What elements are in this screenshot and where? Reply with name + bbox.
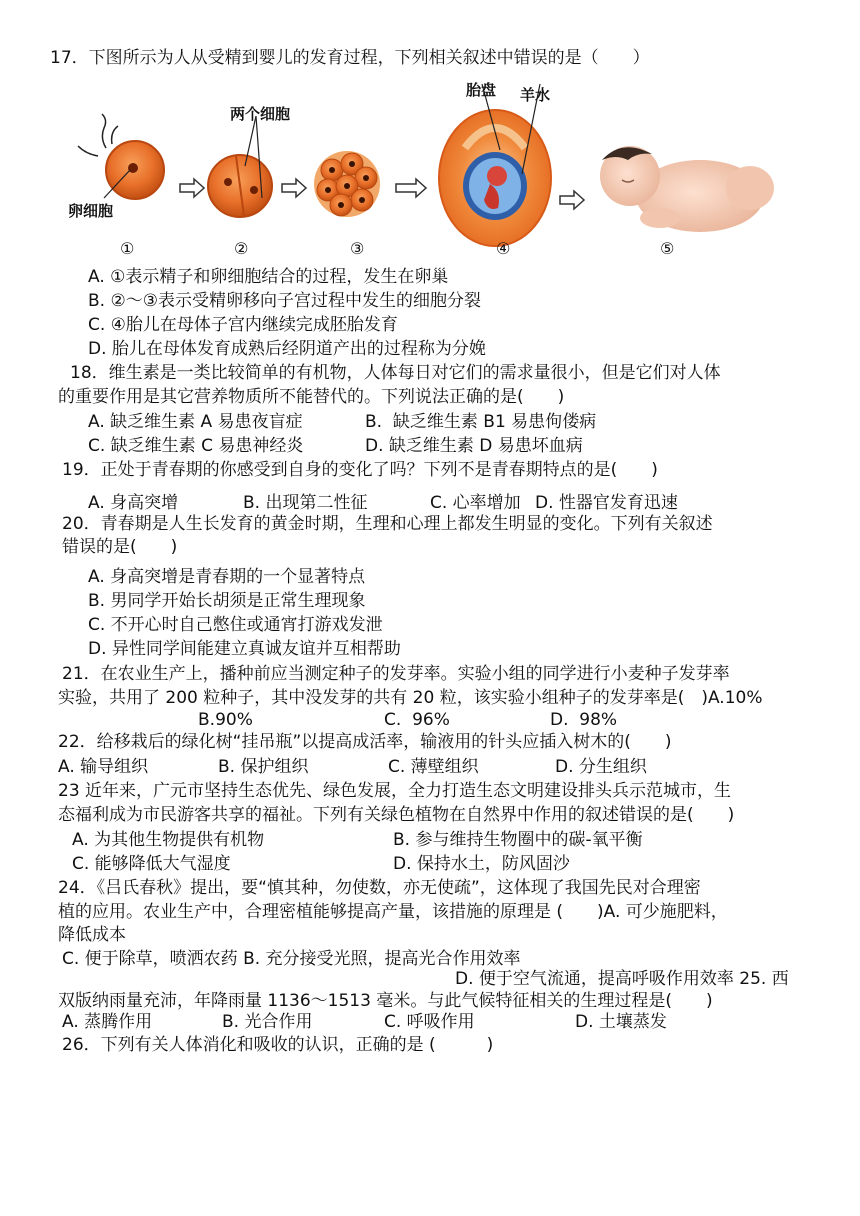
- q20-option-d: D. 异性同学间能建立真诚友谊并互相帮助: [88, 639, 401, 659]
- q23-option-d: D. 保持水土，防风固沙: [393, 854, 570, 874]
- q21-option-c: C. 96%: [384, 710, 450, 730]
- q19-option-d: D. 性器官发育迅速: [535, 493, 678, 513]
- q22-option-b: B. 保护组织: [218, 757, 309, 777]
- q22-option-d: D. 分生组织: [555, 757, 647, 777]
- stage-number-2: ②: [234, 239, 249, 258]
- q20-option-c: C. 不开心时自己憋住或通宵打游戏发泄: [88, 615, 383, 635]
- q21-option-d: D. 98%: [550, 710, 618, 730]
- q18-option-c: C. 缺乏维生素 C 易患神经炎: [88, 436, 304, 456]
- q25-option-b: B. 光合作用: [222, 1012, 313, 1032]
- fetus-in-womb-stage: [439, 84, 551, 246]
- two-cells-label: 两个细胞: [230, 105, 291, 123]
- q21-stem-line2: 实验，共用了 200 粒种子，其中没发芽的共有 20 粒，该实验小组种子的发芽率是( )A.10%: [58, 688, 763, 708]
- q25-option-c: C. 呼吸作用: [384, 1012, 475, 1032]
- development-illustration: [60, 78, 780, 263]
- placenta-label: 胎盘: [466, 81, 497, 99]
- q18-option-b: B. 缺乏维生素 B1 易患佝偻病: [365, 412, 597, 432]
- q18-option-d: D. 缺乏维生素 D 易患坏血病: [365, 436, 583, 456]
- q21-option-b: B.90%: [198, 710, 253, 730]
- q18-stem-line2: 的重要作用是其它营养物质所不能替代的。下列说法正确的是( ): [58, 387, 565, 407]
- egg-cell-stage: [78, 114, 164, 199]
- q22-option-a: A. 输导组织: [58, 757, 149, 777]
- q23-option-a: A. 为其他生物提供有机物: [72, 830, 265, 850]
- arrow-icon: [396, 179, 426, 197]
- q17-option-a: A. ①表示精子和卵细胞结合的过程，发生在卵巢: [88, 267, 449, 287]
- q20-stem-line2: 错误的是( ): [62, 537, 178, 557]
- q20-option-a: A. 身高突增是青春期的一个显著特点: [88, 567, 366, 587]
- q20-stem-line1: 20．青春期是人生长发育的黄金时期，生理和心理上都发生明显的变化。下列有关叙述: [62, 514, 713, 534]
- q19-option-b: B. 出现第二性征: [243, 493, 368, 513]
- q17-option-c: C. ④胎儿在母体子宫内继续完成胚胎发育: [88, 315, 398, 335]
- q25-stem: 双版纳雨量充沛，年降雨量 1136～1513 毫米。与此气候特征相关的生理过程是( ): [58, 991, 713, 1011]
- q19-stem: 19．正处于青春期的你感受到自身的变化了吗？下列不是青春期特点的是( ): [62, 460, 658, 480]
- q17-option-d: D. 胎儿在母体发育成熟后经阴道产出的过程称为分娩: [88, 339, 486, 359]
- development-figure: [60, 78, 780, 263]
- q22-stem: 22．给移栽后的绿化树“挂吊瓶”以提高成活率，输液用的针头应插入树木的( ): [58, 732, 672, 752]
- q24-stem-line3: 降低成本: [58, 925, 126, 945]
- arrow-icon: [560, 191, 584, 209]
- q25-option-a: A. 蒸腾作用: [62, 1012, 153, 1032]
- q21-stem-line1: 21．在农业生产上，播种前应当测定种子的发芽率。实验小组的同学进行小麦种子发芽率: [62, 664, 730, 684]
- arrow-icon: [282, 179, 306, 197]
- q20-option-b: B. 男同学开始长胡须是正常生理现象: [88, 591, 366, 611]
- stage-number-4: ④: [496, 239, 511, 258]
- q23-stem-line2: 态福利成为市民游客共享的福祉。下列有关绿色植物在自然界中作用的叙述错误的是( ): [58, 805, 735, 825]
- q24-stem-line2: 植的应用。农业生产中，合理密植能够提高产量，该措施的原理是 ( )A. 可少施肥料，: [58, 902, 728, 922]
- q17-option-b: B. ②～③表示受精卵移向子宫过程中发生的细胞分裂: [88, 291, 481, 311]
- q24-option-d-line: D. 便于空气流通，提高呼吸作用效率 25. 西: [455, 969, 789, 989]
- q19-option-c: C. 心率增加: [430, 493, 521, 513]
- cell-cluster-stage: [314, 151, 380, 217]
- arrow-icon: [180, 179, 204, 197]
- q24-stem-line1: 24．《吕氏春秋》提出，要“慎其种，勿使数，亦无使疏”，这体现了我国先民对合理密: [58, 878, 701, 898]
- two-cell-stage: [208, 116, 272, 217]
- egg-label: 卵细胞: [68, 202, 114, 220]
- q23-stem-line1: 23 近年来，广元市坚持生态优先、绿色发展，全力打造生态文明建设排头兵示范城市，生: [58, 781, 732, 801]
- q19-option-a: A. 身高突增: [88, 493, 179, 513]
- stage-number-5: ⑤: [660, 239, 675, 258]
- q17-stem: 17．下图所示为人从受精到婴儿的发育过程，下列相关叙述中错误的是（ ）: [50, 48, 650, 68]
- q23-option-b: B. 参与维持生物圈中的碳-氧平衡: [393, 830, 643, 850]
- q18-option-a: A. 缺乏维生素 A 易患夜盲症: [88, 412, 303, 432]
- stage-number-1: ①: [120, 239, 135, 258]
- q25-option-d: D. 土壤蒸发: [575, 1012, 667, 1032]
- baby-stage: [600, 146, 774, 232]
- q24-options-line: C. 便于除草，喷洒农药 B. 充分接受光照，提高光合作用效率: [62, 949, 521, 969]
- q23-option-c: C. 能够降低大气湿度: [72, 854, 231, 874]
- amniotic-fluid-label: 羊水: [520, 86, 551, 104]
- q18-stem-line1: 18．维生素是一类比较简单的有机物，人体每日对它们的需求量很小，但是它们对人体: [70, 363, 721, 383]
- stage-number-3: ③: [350, 239, 365, 258]
- q22-option-c: C. 薄壁组织: [388, 757, 479, 777]
- q26-stem: 26．下列有关人体消化和吸收的认识，正确的是 ( ): [62, 1035, 494, 1055]
